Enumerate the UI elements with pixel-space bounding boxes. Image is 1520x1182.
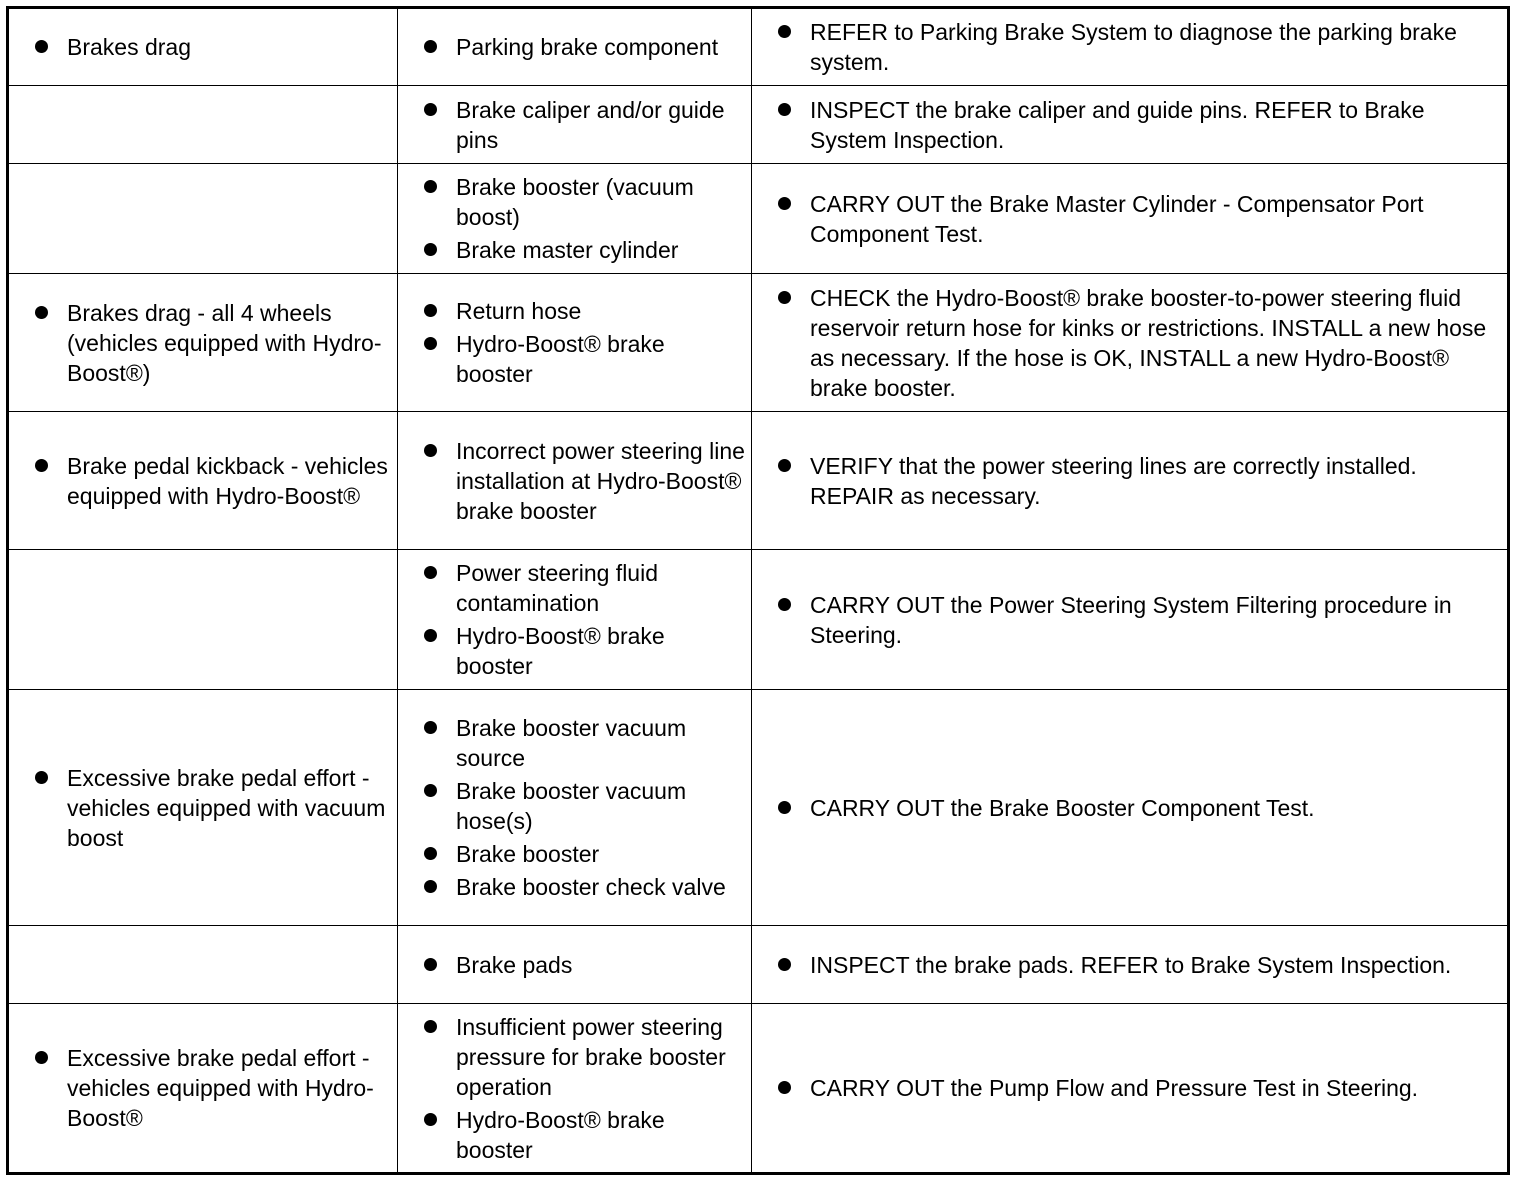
action-cell	[752, 164, 1509, 274]
table-row	[8, 412, 1509, 550]
condition-item: Brakes drag - all 4 wheels (vehicles equipped with Hydro-Boost®)	[33, 298, 391, 388]
source-item: Brake pads	[422, 950, 745, 980]
action-item: INSPECT the brake pads. REFER to Brake System Inspection.	[776, 950, 1501, 980]
condition-cell	[8, 550, 398, 690]
source-item: Power steering fluid contamination	[422, 558, 745, 618]
table-row	[8, 926, 1509, 1004]
action-cell	[752, 412, 1509, 550]
source-cell	[398, 274, 752, 412]
source-item: Brake caliper and/or guide pins	[422, 95, 745, 155]
condition-cell	[8, 926, 398, 1004]
table-row	[8, 164, 1509, 274]
source-item: Brake booster	[422, 839, 745, 869]
condition-cell	[8, 86, 398, 164]
condition-cell	[8, 690, 398, 926]
table-row	[8, 1004, 1509, 1174]
action-item: CARRY OUT the Brake Master Cylinder - Compensator Port Component Test.	[776, 189, 1501, 249]
action-item: CARRY OUT the Pump Flow and Pressure Test in Steering.	[776, 1073, 1501, 1103]
source-item: Hydro-Boost® brake booster	[422, 1105, 745, 1165]
condition-cell	[8, 8, 398, 86]
condition-cell	[8, 1004, 398, 1174]
action-item: CARRY OUT the Power Steering System Filtering procedure in Steering.	[776, 590, 1501, 650]
action-item: CHECK the Hydro-Boost® brake booster-to-power steering fluid reservoir return hose for kinks or restrictions. INSTALL a new hose as necessary. If the hose is OK, INSTALL a new Hydro-Boost® brake booster.	[776, 283, 1501, 403]
source-item: Brake booster vacuum source	[422, 713, 745, 773]
action-cell	[752, 1004, 1509, 1174]
source-item: Return hose	[422, 296, 745, 326]
source-item: Brake booster check valve	[422, 872, 745, 902]
source-cell	[398, 412, 752, 550]
condition-cell	[8, 164, 398, 274]
condition-cell	[8, 412, 398, 550]
action-cell	[752, 926, 1509, 1004]
source-item: Incorrect power steering line installation at Hydro-Boost® brake booster	[422, 436, 745, 526]
source-cell	[398, 1004, 752, 1174]
source-item: Brake booster (vacuum boost)	[422, 172, 745, 232]
source-cell	[398, 164, 752, 274]
source-item: Parking brake component	[422, 32, 745, 62]
source-cell	[398, 926, 752, 1004]
source-cell	[398, 690, 752, 926]
diagnosis-table	[6, 6, 1510, 1175]
table-row	[8, 550, 1509, 690]
table-row	[8, 86, 1509, 164]
source-cell	[398, 86, 752, 164]
source-cell	[398, 550, 752, 690]
action-cell	[752, 550, 1509, 690]
action-item: INSPECT the brake caliper and guide pins. REFER to Brake System Inspection.	[776, 95, 1501, 155]
source-cell	[398, 8, 752, 86]
condition-item: Brake pedal kickback - vehicles equipped with Hydro-Boost®	[33, 451, 391, 511]
table-row	[8, 690, 1509, 926]
action-cell	[752, 274, 1509, 412]
action-cell	[752, 86, 1509, 164]
action-item: CARRY OUT the Brake Booster Component Test.	[776, 793, 1501, 823]
source-item: Hydro-Boost® brake booster	[422, 621, 745, 681]
action-item: VERIFY that the power steering lines are correctly installed. REPAIR as necessary.	[776, 451, 1501, 511]
table-row	[8, 8, 1509, 86]
condition-item: Brakes drag	[33, 32, 391, 62]
source-item: Hydro-Boost® brake booster	[422, 329, 745, 389]
source-item: Brake master cylinder	[422, 235, 745, 265]
condition-item: Excessive brake pedal effort - vehicles equipped with vacuum boost	[33, 763, 391, 853]
table-row	[8, 274, 1509, 412]
condition-cell	[8, 274, 398, 412]
action-cell	[752, 8, 1509, 86]
source-item: Brake booster vacuum hose(s)	[422, 776, 745, 836]
condition-item: Excessive brake pedal effort - vehicles equipped with Hydro-Boost®	[33, 1043, 391, 1133]
action-item: REFER to Parking Brake System to diagnose the parking brake system.	[776, 17, 1501, 77]
source-item: Insufficient power steering pressure for brake booster operation	[422, 1012, 745, 1102]
action-cell	[752, 690, 1509, 926]
